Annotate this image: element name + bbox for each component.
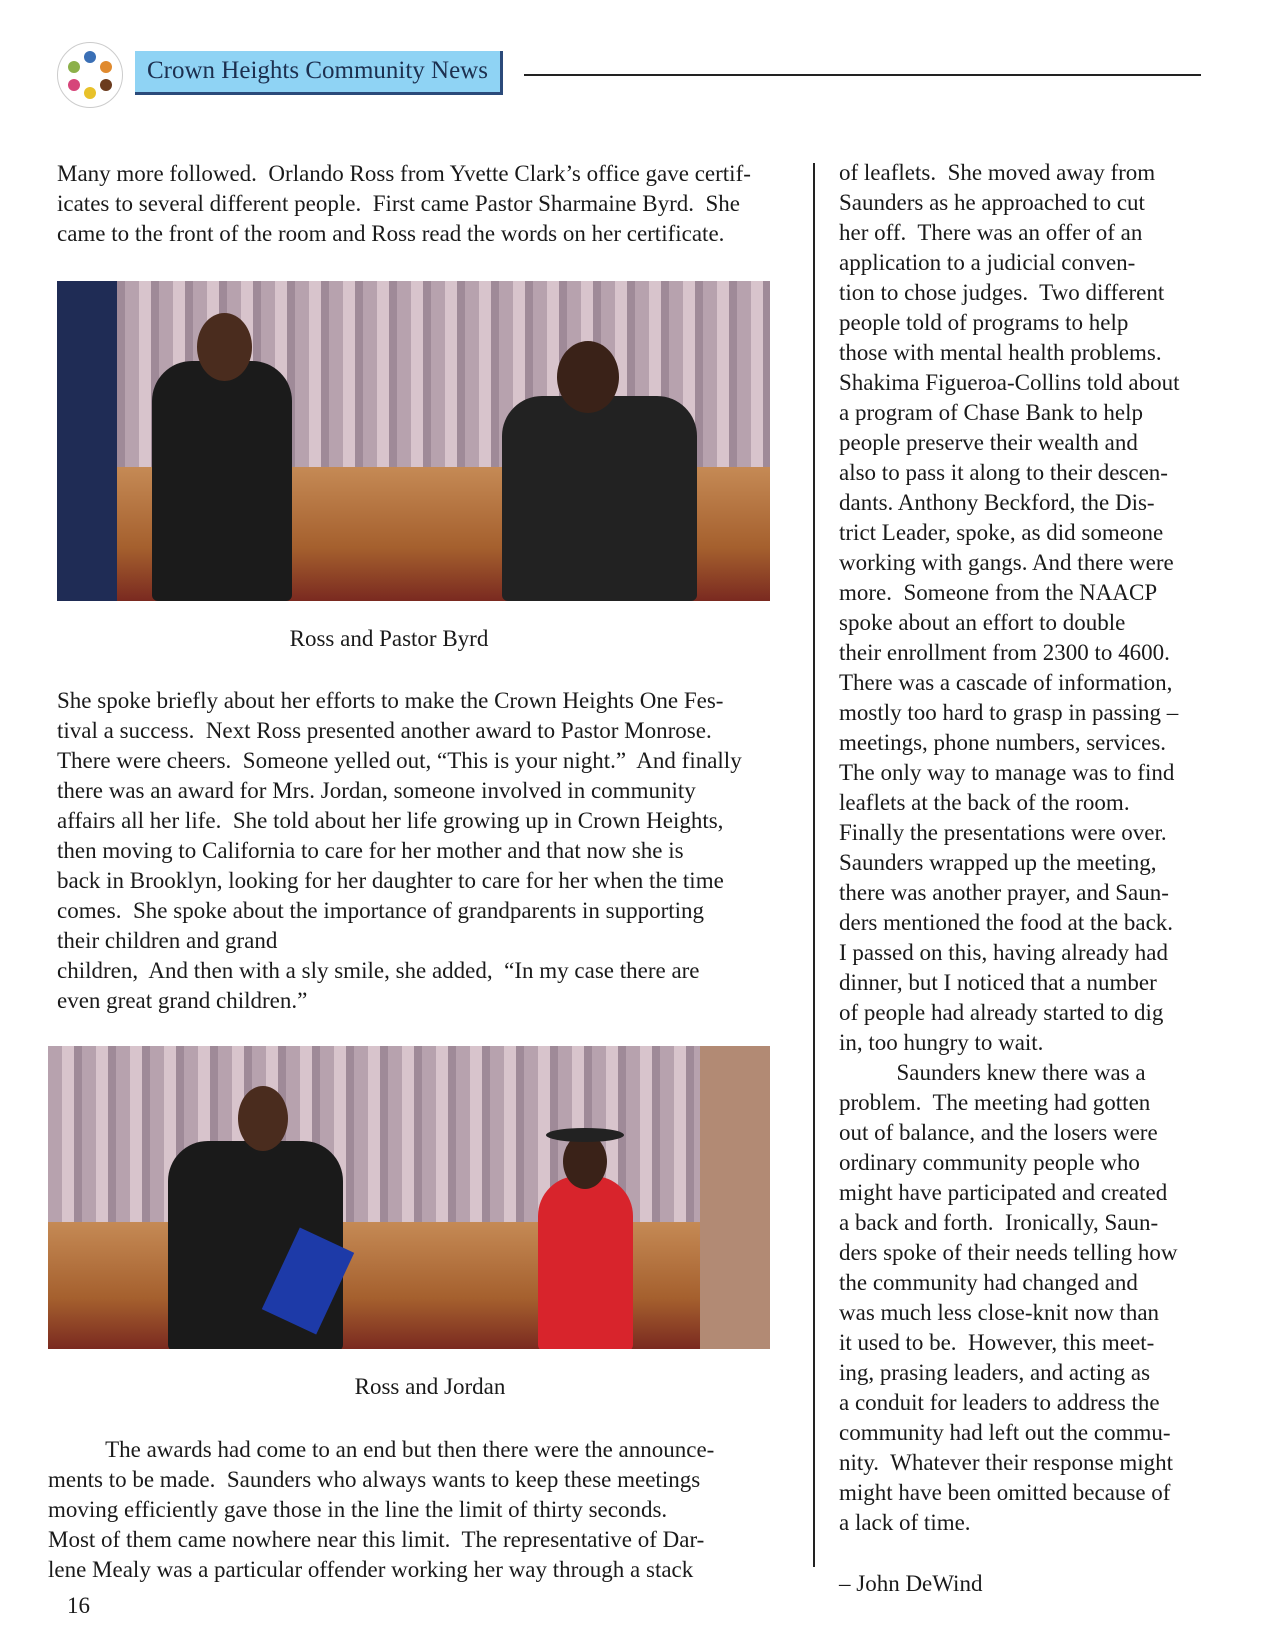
text-line: Saunders wrapped up the meeting, [839, 850, 1157, 875]
community-organization-logo [57, 42, 123, 108]
text-line: ing, prasing leaders, and acting as [839, 1360, 1151, 1385]
photo-ross-and-pastor-byrd [57, 281, 770, 601]
text-line: moving efficiently gave those in the line the limit of thirty seconds. [48, 1497, 668, 1522]
text-line: comes. She spoke about the importance of grandparents in supporting [57, 898, 705, 923]
text-line: dinner, but I noticed that a number [839, 970, 1157, 995]
text-line: their enrollment from 2300 to 4600. [839, 640, 1170, 665]
text-line: affairs all her life. She told about her life growing up in Crown Heights, [57, 808, 724, 833]
text-line: the community had changed and [839, 1270, 1138, 1295]
text-line: a conduit for leaders to address the [839, 1390, 1160, 1415]
text-line: mostly too hard to grasp in passing – [839, 700, 1179, 725]
text-line: spoke about an effort to double [839, 610, 1126, 635]
paragraph-1 [57, 159, 751, 249]
text-line: ders spoke of their needs telling how [839, 1240, 1178, 1265]
page-number: 16 [67, 1593, 90, 1618]
text-line: I passed on this, having already had [839, 940, 1168, 965]
text-line: then moving to California to care for her mother and that now she is [57, 838, 684, 863]
text-line: even great grand children.” [57, 988, 308, 1013]
text-line: tion to chose judges. Two different [839, 280, 1165, 305]
text-line: people told of programs to help [839, 310, 1129, 335]
text-line: dants. Anthony Beckford, the Dis- [839, 490, 1155, 515]
author-signature: – John DeWind [839, 1571, 983, 1596]
text-line: a program of Chase Bank to help [839, 400, 1144, 425]
text-line: of people had already started to dig [839, 1000, 1164, 1025]
photo-ross-and-jordan [48, 1046, 770, 1349]
paragraph-2 [57, 686, 742, 1016]
text-line: those with mental health problems. [839, 340, 1162, 365]
text-line: icates to several different people. First came Pastor Sharmaine Byrd. She [57, 191, 740, 216]
text-line: Finally the presentations were over. [839, 820, 1167, 845]
text-line: out of balance, and the losers were [839, 1120, 1158, 1145]
text-line: ders mentioned the food at the back. [839, 910, 1174, 935]
text-line: more. Someone from the NAACP [839, 580, 1158, 605]
text-line: was much less close-knit now than [839, 1300, 1160, 1325]
text-line: community had left out the commu- [839, 1420, 1171, 1445]
text-line: problem. The meeting had gotten [839, 1090, 1151, 1115]
text-line: The only way to manage was to find [839, 760, 1175, 785]
text-line: of leaflets. She moved away from [839, 160, 1156, 185]
column-divider [813, 163, 815, 1567]
text-line: in, too hungry to wait. [839, 1030, 1044, 1055]
text-line: it used to be. However, this meet- [839, 1330, 1155, 1355]
text-line: also to pass it along to their descen- [839, 460, 1168, 485]
text-line: their children and grand [57, 928, 278, 953]
text-line: tival a success. Next Ross presented another award to Pastor Monrose. [57, 718, 712, 743]
text-line: There was a cascade of information, [839, 670, 1173, 695]
text-line: might have participated and created [839, 1180, 1168, 1205]
text-line: her off. There was an offer of an [839, 220, 1143, 245]
text-line: The awards had come to an end but then there were the announce- [48, 1437, 715, 1462]
text-line: meetings, phone numbers, services. [839, 730, 1167, 755]
text-line: back in Brooklyn, looking for her daughter to care for her when the time [57, 868, 724, 893]
text-line: Most of them came nowhere near this limit. The representative of Dar- [48, 1527, 705, 1552]
text-line: She spoke briefly about her efforts to make the Crown Heights One Fes- [57, 688, 724, 713]
text-line: trict Leader, spoke, as did someone [839, 520, 1164, 545]
text-line: leaflets at the back of the room. [839, 790, 1130, 815]
right-column-text [839, 158, 1180, 1538]
text-line: a back and forth. Ironically, Saun- [839, 1210, 1159, 1235]
text-line: came to the front of the room and Ross read the words on her certificate. [57, 221, 725, 246]
photo-caption: Ross and Pastor Byrd [289, 626, 489, 651]
photo-caption: Ross and Jordan [354, 1374, 506, 1399]
text-line: children, And then with a sly smile, she added, “In my case there are [57, 958, 700, 983]
text-line: there was an award for Mrs. Jordan, someone involved in community [57, 778, 696, 803]
text-line: might have been omitted because of [839, 1480, 1171, 1505]
masthead-title: Crown Heights Community News [135, 51, 503, 95]
text-line: a lack of time. [839, 1510, 971, 1535]
text-line: people preserve their wealth and [839, 430, 1138, 455]
text-line: there was another prayer, and Saun- [839, 880, 1169, 905]
text-line: Saunders knew there was a [839, 1060, 1146, 1085]
text-line: nity. Whatever their response might [839, 1450, 1174, 1475]
text-line: ordinary community people who [839, 1150, 1140, 1175]
text-line: There were cheers. Someone yelled out, “This is your night.” And finally [57, 748, 742, 773]
text-line: working with gangs. And there were [839, 550, 1174, 575]
text-line: lene Mealy was a particular offender working her way through a stack [48, 1557, 694, 1582]
text-line: ments to be made. Saunders who always wants to keep these meetings [48, 1467, 701, 1492]
text-line: Many more followed. Orlando Ross from Yvette Clark’s office gave certif- [57, 161, 751, 186]
text-line: Saunders as he approached to cut [839, 190, 1145, 215]
header-rule [524, 74, 1201, 76]
paragraph-3 [48, 1435, 714, 1585]
text-line: Shakima Figueroa-Collins told about [839, 370, 1180, 395]
text-line: application to a judicial conven- [839, 250, 1136, 275]
